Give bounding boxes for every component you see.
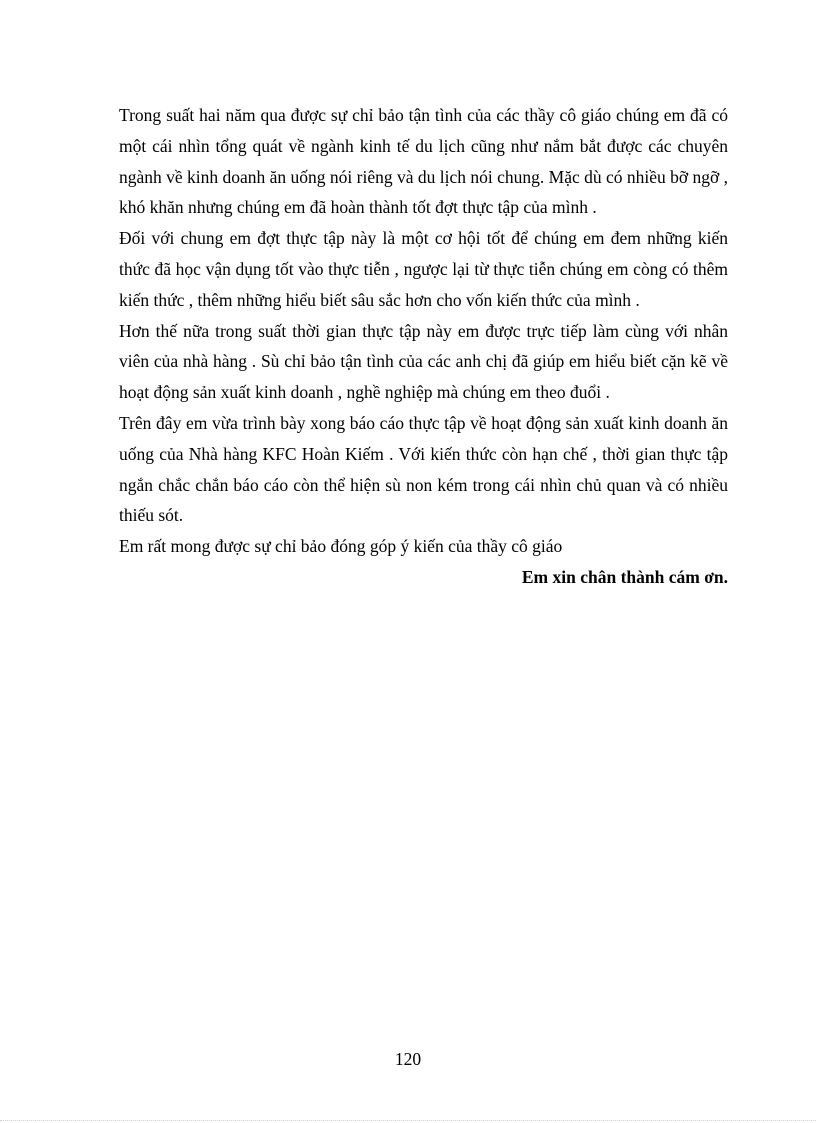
paragraph-2: Đối với chung em đợt thực tập này là một cơ hội tốt để chúng em đem những kiến thức đã học vận dụng tốt vào thực tiễn , ngược lại từ thực tiễn chúng em còng có thêm kiến thức , thêm những hiểu biết sâu sắc hơn cho vốn kiến thức của mình . [119, 228, 728, 310]
page-number: 120 [394, 1049, 422, 1069]
body-text [119, 100, 728, 593]
paragraph-3: Hơn thế nữa trong suất thời gian thực tập này em được trực tiếp làm cùng với nhân viên của nhà hàng . Sù chỉ bảo tận tình của các anh chị đã giúp em hiểu biết cặn kẽ về hoạt động sản xuất kinh doanh , nghề nghiệp mà chúng em theo đuổi . [119, 320, 728, 403]
paragraph-4: Trên đây em vừa trình bày xong báo cáo thực tập về hoạt động sản xuất kinh doanh ăn uống của Nhà hàng KFC Hoàn Kiếm . Với kiến thức còn hạn chế , thời gian thực tập ngắn chắc chắn báo cáo còn thể hiện sù non kém trong cái nhìn chủ quan và có nhiều thiếu sót. [119, 412, 728, 526]
paragraph-1: Trong suất hai năm qua được sự chỉ bảo tận tình của các thầy cô giáo chúng em đã có một cái nhìn tổng quát về ngành kinh tế du lịch cũng như nắm bắt được các chuyên ngành về kinh doanh ăn uống nói riêng và du lịch nói chung. Mặc dù có nhiều bỡ ngỡ , khó khăn nhưng chúng em đã hoàn thành tốt đợt thực tập của mình . [119, 105, 729, 218]
page-bottom-divider [0, 1120, 816, 1121]
closing-signature: Em xin chân thành cám ơn. [521, 566, 728, 587]
paragraph-5: Em rất mong được sự chỉ bảo đóng góp ý kiến của thầy cô giáo [119, 536, 563, 557]
